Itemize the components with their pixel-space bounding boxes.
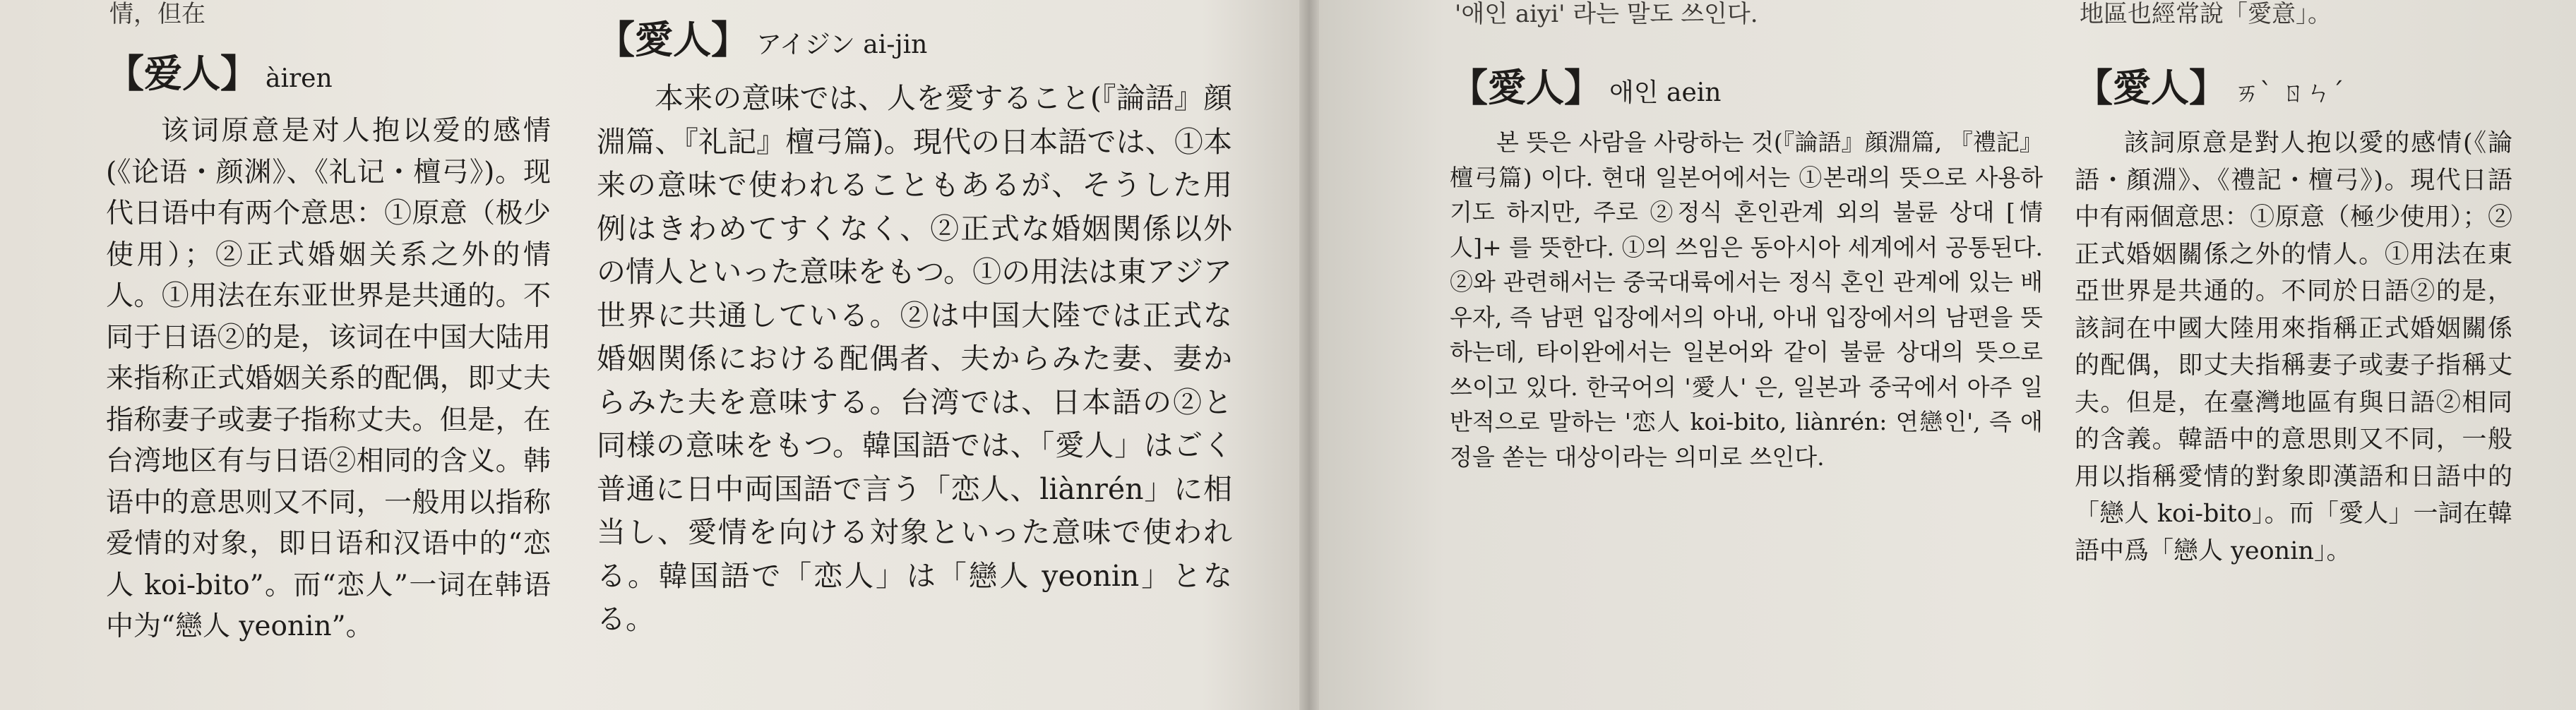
- pronunciation: àiren: [266, 64, 333, 93]
- top-fragment-left: 情，但在: [109, 0, 205, 28]
- headword: 【爱人】: [106, 51, 258, 96]
- pronunciation: アイジン ai-jin: [756, 30, 928, 59]
- entry-korean: [1450, 58, 2043, 474]
- headword: 【愛人】: [2075, 65, 2227, 110]
- pronunciation: ㄞˋ ㄖㄣˊ: [2234, 78, 2344, 107]
- entry-chinese-traditional: [2075, 58, 2512, 570]
- entry-head: [2075, 58, 2512, 112]
- top-fragment-korean: '애인 aiyi' 라는 말도 쓰인다.: [1455, 0, 1758, 28]
- entry-text: 本来の意味では、人を愛すること(『論語』顔淵篇、『礼記』檀弓篇)。現代の日本語では、①本来の意味で使われることもあるが、そうした用例はきわめてすくなく、②正式な婚姻関係以外の情人といった意味をもつ。①の用法は東アジア世界に共通している。②は中国大陸では正式な婚姻関係における配偶者、夫からみた妻、妻からみた夫を意味する。台湾では、日本語の②と同様の意味をもつ。韓国語では、「愛人」はごく普通に日中両国語で言う「恋人、liànrén」に相当し、愛情を向ける対象といった意味で使われる。韓国語で「恋人」は「戀人 yeonin」となる。: [597, 81, 1232, 636]
- entry-head: [106, 44, 551, 98]
- entry-text: 본 뜻은 사람을 사랑하는 것(『論語』顔淵篇, 『禮記』檀弓篇) 이다. 현대 일본어에서는 ①본래의 뜻으로 사용하기도 하지만, 주로 ②정식 혼인관계 외의 불륜 상대 [情人]+ 를 뜻한다. ①의 쓰임은 동아시아 세계에서 공통된다. ②와 관련해서는 중국대륙에서는 정식 혼인 관계에 있는 배우자, 즉 남편 입장에서의 아내, 아내 입장에서의 남편을 뜻하는데, 타이완에서는 일본어와 같이 불륜 상대의 뜻으로 쓰이고 있다. 한국어의 '愛人' 은, 일본과 중국에서 아주 일반적으로 말하는 '恋人 koi-bito, liànrén: 연戀인', 즉 애정을 쏟는 대상이라는 의미로 쓰인다.: [1450, 128, 2043, 471]
- top-fragment-traditional: 地區也經常說「愛意」。: [2080, 0, 2332, 28]
- book-gutter: [1299, 0, 1319, 710]
- entry-text: 该词原意是对人抱以爱的感情(《论语・颜渊》、《礼记・檀弓》)。现代日语中有两个意思：①原意（极少使用）；②正式婚姻关系之外的情人。①用法在东亚世界是共通的。不同于日语②的是，该词在中国大陆用来指称正式婚姻关系的配偶，即丈夫指称妻子或妻子指称丈夫。但是，在台湾地区有与日语②相同的含义。韩语中的意思则又不同，一般用以指称爱情的对象，即日语和汉语中的“恋人 koi-bito”。而“恋人”一词在韩语中为“戀人 yeonin”。: [106, 115, 551, 642]
- entry-text: 該詞原意是對人抱以愛的感情(《論語・顏淵》、《禮記・檀弓》)。現代日語中有兩個意思：①原意（極少使用）；②正式婚姻關係之外的情人。①用法在東亞世界是共通的。不同於日語②的是，該詞在中國大陸用來指稱正式婚姻關係的配偶，即丈夫指稱妻子或妻子指稱丈夫。但是，在臺灣地區有與日語②相同的含義。韓語中的意思則又不同，一般用以指稱愛情的對象即漢語和日語中的「戀人 koi-bito」。而「愛人」一詞在韓語中爲「戀人 yeonin」。: [2075, 129, 2512, 565]
- entry-japanese: [597, 10, 1232, 642]
- entry-head: [597, 10, 1232, 64]
- headword: 【愛人】: [597, 17, 749, 62]
- pronunciation: 애인 aein: [1609, 78, 1722, 107]
- entry-head: [1450, 58, 2043, 112]
- entry-chinese-simplified: [106, 44, 551, 648]
- headword: 【愛人】: [1450, 65, 1602, 110]
- right-page: [1319, 0, 2576, 710]
